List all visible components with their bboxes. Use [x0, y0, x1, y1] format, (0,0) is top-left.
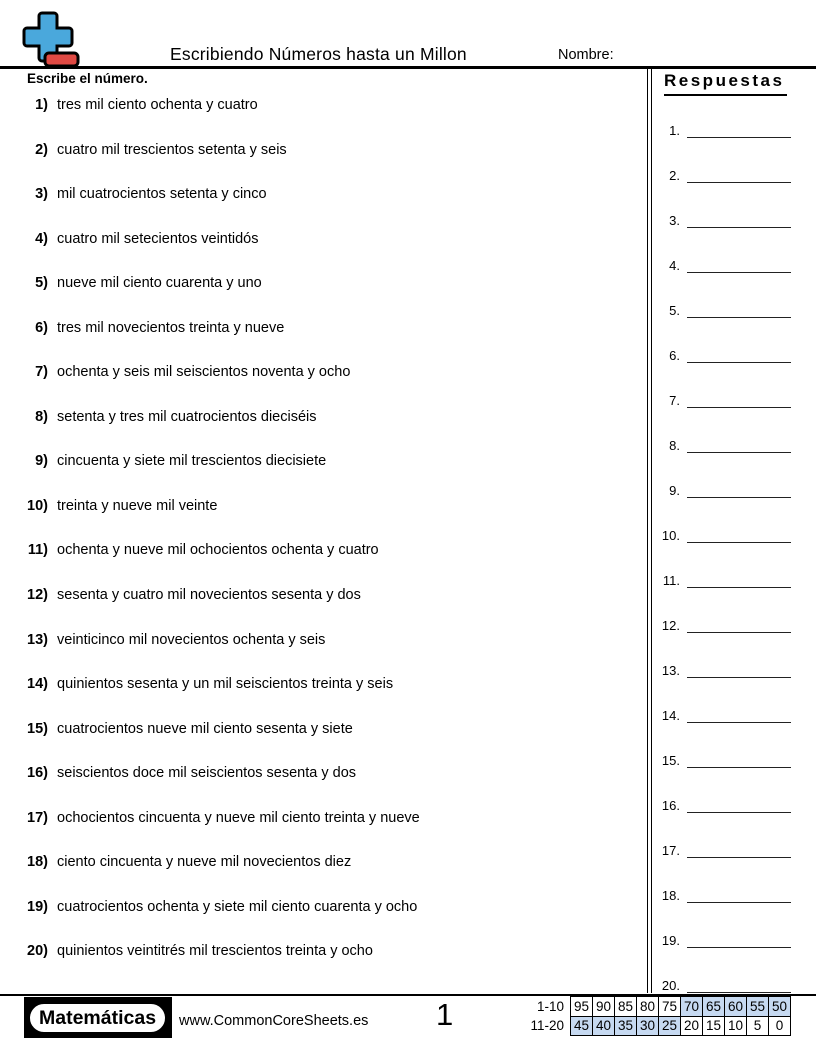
problem-number: 11) [27, 542, 48, 559]
answer-row [652, 298, 798, 343]
answer-row [652, 658, 798, 703]
problem-row [0, 676, 640, 721]
problem-number: 6) [35, 319, 48, 336]
grade-value-cell: 50 [769, 997, 791, 1017]
problem-number: 19) [27, 898, 48, 915]
answer-number: 15. [661, 753, 680, 768]
answer-row [652, 478, 798, 523]
answer-number: 6. [669, 348, 680, 363]
answer-blank-line[interactable] [687, 118, 791, 138]
answer-row [652, 388, 798, 433]
problems-list [0, 97, 640, 988]
grade-value-cell: 75 [659, 997, 681, 1017]
grade-value-cell: 25 [659, 1016, 681, 1036]
problem-number: 10) [27, 497, 48, 514]
grade-table-row [530, 1016, 790, 1036]
problem-text: seiscientos doce mil seiscientos sesenta y dos [57, 765, 357, 782]
problem-text: quinientos sesenta y un mil seiscientos treinta y seis [57, 676, 394, 693]
answer-blank-line[interactable] [687, 928, 791, 948]
problem-text: tres mil ciento ochenta y cuatro [57, 97, 258, 113]
answer-row [652, 163, 798, 208]
answer-number: 9. [669, 483, 680, 498]
answer-row [652, 208, 798, 253]
problem-row [0, 899, 640, 944]
problem-text: mil cuatrocientos setenta y cinco [57, 186, 267, 203]
grade-value-cell: 80 [637, 997, 659, 1017]
problem-row [0, 186, 640, 231]
answer-blank-line[interactable] [687, 613, 791, 633]
grade-value-cell: 15 [703, 1016, 725, 1036]
grade-value-cell: 45 [571, 1016, 593, 1036]
answer-row [652, 748, 798, 793]
problem-text: treinta y nueve mil veinte [57, 497, 218, 514]
grade-value-cell: 0 [769, 1016, 791, 1036]
grade-value-cell: 40 [593, 1016, 615, 1036]
problem-row [0, 943, 640, 988]
problem-number: 8) [35, 408, 48, 425]
problem-text: ochenta y seis mil seiscientos noventa y ocho [57, 364, 351, 381]
answer-number: 4. [669, 258, 680, 273]
problem-row [0, 453, 640, 498]
page-title: Escribiendo Números hasta un Millon [170, 44, 467, 64]
problem-row [0, 498, 640, 543]
problem-number: 7) [35, 364, 48, 381]
grade-value-cell: 70 [681, 997, 703, 1017]
problem-text: cincuenta y siete mil trescientos diecisiete [57, 453, 327, 470]
problem-row [0, 364, 640, 409]
plus-minus-icon [20, 11, 80, 69]
answer-number: 11. [662, 573, 680, 588]
answer-number: 10. [661, 528, 680, 543]
brand-badge [24, 997, 172, 1038]
answer-blank-line[interactable] [687, 253, 791, 273]
grade-value-cell: 30 [637, 1016, 659, 1036]
problem-number: 2) [35, 141, 48, 158]
problem-row [0, 810, 640, 855]
answer-blank-line[interactable] [687, 568, 791, 588]
problem-text: ciento cincuenta y nueve mil novecientos diez [57, 854, 352, 871]
problem-row [0, 97, 640, 142]
problem-number: 14) [27, 676, 48, 693]
problem-text: ochocientos cincuenta y nueve mil ciento treinta y nueve [57, 809, 420, 826]
problem-number: 4) [35, 230, 48, 247]
answer-blank-line[interactable] [687, 658, 791, 678]
problem-text: cuatrocientos ochenta y siete mil ciento cuarenta y ocho [57, 898, 418, 915]
problem-number: 3) [35, 186, 48, 203]
answer-row [652, 568, 798, 613]
problem-number: 16) [27, 765, 48, 782]
brand-name: Matemáticas [27, 1001, 168, 1035]
answer-row [652, 613, 798, 658]
problem-number: 13) [27, 631, 48, 648]
problem-row [0, 275, 640, 320]
answer-number: 8. [669, 438, 680, 453]
grade-value-cell: 10 [725, 1016, 747, 1036]
answer-blank-line[interactable] [687, 388, 791, 408]
answer-number: 3. [669, 213, 680, 228]
problem-row [0, 231, 640, 276]
problem-row [0, 721, 640, 766]
answer-blank-line[interactable] [687, 973, 791, 993]
answer-row [652, 253, 798, 298]
grade-range-label: 1-10 [536, 998, 564, 1014]
problem-text: cuatro mil trescientos setenta y seis [57, 141, 287, 158]
answer-row [652, 703, 798, 748]
answer-row [652, 793, 798, 838]
answer-blank-line[interactable] [687, 208, 791, 228]
problem-number: 18) [27, 854, 48, 871]
grade-value-cell: 90 [593, 997, 615, 1017]
page-number: 1 [436, 997, 454, 1032]
problem-number: 20) [27, 943, 48, 960]
answer-row [652, 118, 798, 163]
problem-row [0, 320, 640, 365]
problem-row [0, 142, 640, 187]
name-label: Nombre: [558, 47, 614, 63]
grade-table-row [530, 997, 790, 1017]
answer-row [652, 883, 798, 928]
answer-blank-line[interactable] [687, 883, 791, 903]
answer-number: 14. [661, 708, 680, 723]
website-link[interactable]: www.CommonCoreSheets.es [179, 1013, 369, 1029]
problem-row [0, 409, 640, 454]
problem-row [0, 765, 640, 810]
answer-blank-line[interactable] [687, 703, 791, 723]
answer-row [652, 523, 798, 568]
grading-table-body [530, 997, 790, 1036]
grade-range-label: 11-20 [530, 1018, 564, 1034]
problem-text: setenta y tres mil cuatrocientos dieciséis [57, 408, 317, 425]
answer-row [652, 343, 798, 388]
problem-number: 1) [35, 97, 48, 113]
answer-blank-line[interactable] [687, 343, 791, 363]
grade-value-cell: 95 [571, 997, 593, 1017]
problem-text: veinticinco mil novecientos ochenta y seis [57, 631, 326, 648]
answers-heading: Respuestas [664, 71, 787, 96]
answer-number: 2. [669, 168, 680, 183]
answers-list [652, 118, 798, 1018]
answer-number: 1. [669, 123, 680, 138]
plus-minus-logo [20, 11, 80, 69]
answer-number: 20. [661, 978, 680, 993]
problem-number: 15) [27, 720, 48, 737]
problem-row [0, 854, 640, 899]
grading-table [530, 996, 791, 1036]
header-divider [0, 66, 816, 69]
problem-row [0, 632, 640, 677]
answer-blank-line[interactable] [687, 433, 791, 453]
problem-row [0, 587, 640, 632]
answer-row [652, 433, 798, 478]
problem-text: sesenta y cuatro mil novecientos sesenta y dos [57, 587, 361, 604]
grade-value-cell: 55 [747, 997, 769, 1017]
answer-number: 12. [661, 618, 680, 633]
answer-blank-line[interactable] [687, 838, 791, 858]
problem-row [0, 542, 640, 587]
grade-value-cell: 85 [615, 997, 637, 1017]
problem-number: 5) [35, 275, 48, 292]
answer-number: 13. [661, 663, 680, 678]
grade-value-cell: 60 [725, 997, 747, 1017]
problem-text: nueve mil ciento cuarenta y uno [57, 275, 262, 292]
answer-number: 5. [669, 303, 680, 318]
grade-value-cell: 5 [747, 1016, 769, 1036]
answer-number: 19. [661, 933, 680, 948]
problem-number: 17) [27, 809, 48, 826]
problem-text: cuatrocientos nueve mil ciento sesenta y siete [57, 720, 353, 737]
answer-blank-line[interactable] [687, 523, 791, 543]
problem-text: cuatro mil setecientos veintidós [57, 230, 259, 247]
answer-number: 17. [661, 843, 680, 858]
answer-blank-line[interactable] [687, 793, 791, 813]
answer-row [652, 928, 798, 973]
problem-number: 9) [35, 453, 48, 470]
answer-blank-line[interactable] [687, 298, 791, 318]
problem-text: quinientos veintitrés mil trescientos treinta y ocho [57, 943, 373, 960]
grade-value-cell: 20 [681, 1016, 703, 1036]
instruction-text: Escribe el número. [27, 71, 148, 86]
answer-blank-line[interactable] [687, 163, 791, 183]
problem-number: 12) [27, 587, 48, 604]
answer-number: 18. [661, 888, 680, 903]
answer-blank-line[interactable] [687, 748, 791, 768]
problem-text: tres mil novecientos treinta y nueve [57, 319, 285, 336]
answer-number: 16. [661, 798, 680, 813]
problem-text: ochenta y nueve mil ochocientos ochenta y cuatro [57, 542, 379, 559]
grade-value-cell: 35 [615, 1016, 637, 1036]
answer-blank-line[interactable] [687, 478, 791, 498]
answer-row [652, 838, 798, 883]
answer-number: 7. [669, 393, 680, 408]
grade-value-cell: 65 [703, 997, 725, 1017]
